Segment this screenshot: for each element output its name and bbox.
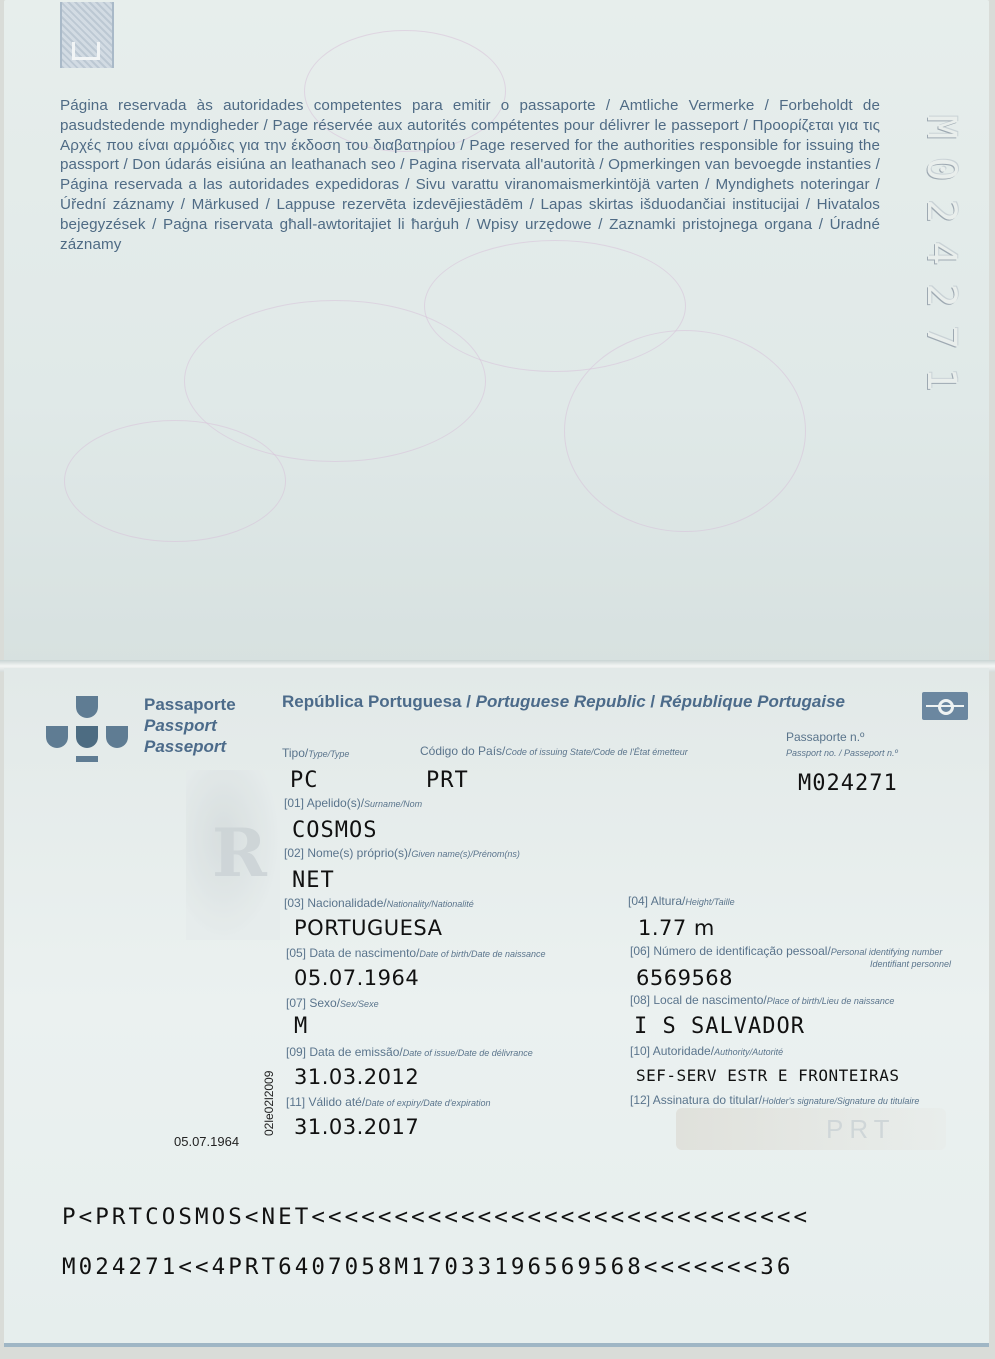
security-emblem: R: [212, 814, 267, 892]
expiry-value: 31.03.2017: [294, 1115, 420, 1139]
republic-pt: República Portuguesa: [282, 692, 462, 711]
type-label: [282, 746, 349, 760]
personal-number-value: 6569568: [636, 966, 734, 990]
given-name-label-italic: Given name(s)/Prénom(ns): [411, 849, 520, 859]
mrz-line-1: P<PRTCOSMOS<NET<<<<<<<<<<<<<<<<<<<<<<<<<<<<<<: [62, 1204, 811, 1230]
sex-label-italic: Sex/Sexe: [340, 999, 379, 1009]
expiry-label-text: [11] Válido até/: [286, 1095, 366, 1109]
country-label: [420, 744, 688, 758]
type-label-italic: Type/Type: [308, 749, 350, 759]
republic-en: Portuguese Republic: [475, 692, 646, 711]
personal-no-label-line2: [870, 956, 951, 970]
country-label-text: Código do País/: [420, 744, 506, 758]
signature-label-italic: Holder's signature/Signature du titulaire: [762, 1096, 920, 1106]
height-label: [628, 894, 735, 908]
passport-no-label-italic-text: Passport no. / Passeport n.º: [786, 748, 898, 758]
perforated-number: M024271: [918, 115, 964, 410]
holder-photo-placeholder: [186, 770, 280, 940]
floral-watermark: [564, 330, 806, 532]
expiry-label-italic: Date of expiry/Date d'expiration: [365, 1098, 491, 1108]
pob-value: I S SALVADOR: [634, 1014, 805, 1039]
sex-label: [286, 996, 379, 1010]
pob-label-text: [08] Local de nascimento/: [630, 993, 767, 1007]
signature-label-text: [12] Assinatura do titular/: [630, 1093, 763, 1107]
surname-label: [284, 796, 422, 810]
nationality-value: PORTUGUESA: [294, 916, 443, 940]
country-label-italic: Code of issuing State/Code de l'État émetteur: [505, 747, 688, 757]
type-label-text: Tipo/: [282, 746, 309, 760]
page-corner-marker: [60, 2, 114, 68]
surname-label-italic: Surname/Nom: [364, 799, 423, 809]
mrz-line-2: M024271<<4PRT6407058M17033196569568<<<<<<<36: [62, 1254, 794, 1280]
heading-separator: /: [461, 692, 476, 711]
height-label-italic: Height/Taille: [685, 897, 735, 907]
ghost-dob: 05.07.1964: [174, 1134, 240, 1149]
nationality-label-italic: Nationality/Nationalité: [386, 899, 474, 909]
pob-label: [630, 993, 894, 1007]
authority-label-text: [10] Autoridade/: [630, 1044, 715, 1058]
brand-pt: Passaporte: [144, 695, 236, 714]
heading-separator: /: [645, 692, 660, 711]
passport-no-label-italic: [786, 745, 898, 759]
passport-no-label: [786, 730, 864, 744]
authority-label: [630, 1044, 783, 1058]
authority-value: SEF-SERV ESTR E FRONTEIRAS: [636, 1066, 900, 1085]
height-label-text: [04] Altura/: [628, 894, 686, 908]
personal-no-label-italic2: Identifiant personnel: [870, 959, 952, 969]
issue-date-label-text: [09] Data de emissão/: [286, 1045, 403, 1059]
dob-value: 05.07.1964: [294, 966, 420, 990]
dob-label-italic: Date of birth/Date de naissance: [419, 949, 546, 959]
republic-fr: République Portugaise: [659, 692, 845, 711]
nationality-label: [284, 896, 474, 910]
authority-label-italic: Authority/Autorité: [714, 1047, 784, 1057]
given-name-label: [284, 846, 520, 860]
signature-label: [630, 1093, 919, 1107]
given-name-label-text: [02] Nome(s) próprio(s)/: [284, 846, 412, 860]
signature-ghost-text: PRT: [826, 1114, 896, 1144]
passport-no-label-text: Passaporte n.º: [786, 730, 865, 744]
sex-label-text: [07] Sexo/: [286, 996, 341, 1010]
marker-glyph-icon: [72, 42, 100, 60]
observations-page: [4, 0, 989, 665]
issue-date-label: [286, 1045, 533, 1059]
authority-reserved-note: Página reservada às autoridades competentes para emitir o passaporte / Amtliche Vermerke / Forbeholdt de pasudstedende myndigheder / Page réservée aux autorités compétentes pour délivrer le passeport / Προορίζεται για τις Αρχές που είναι αρμόδιες για την έκδοση του διαβατηρίου / Page reserved for the authorities responsible for issuing the passport / Don údarás eisiúna an leathanach seo / Pagina riservata all'autorità / Opmerkingen van bevoegde instanties / Página reservada a las autoridades expedidoras / Sivu varattu viranomaismerkintöjä varten / Myndighets noteringar / Úřední záznamy / Märkused / Lappuse rezervēta izdevējiestādēm / Lapas skirtas išduodančiai institucijai / Hivatalos bejegyzések / Paġna riservata għall-awtoritajiet li ħarġuh / Wpisy urzędowe / Zaznamki pristojnega organa / Úradné záznamy: [60, 97, 880, 253]
given-name-value: NET: [292, 868, 335, 893]
country-value: PRT: [426, 768, 469, 793]
dob-label-text: [05] Data de nascimento/: [286, 946, 420, 960]
brand-fr: Passeport: [144, 737, 227, 756]
surname-label-text: [01] Apelido(s)/: [284, 796, 365, 810]
passport-number-value: M024271: [798, 771, 898, 796]
issue-date-value: 31.03.2012: [294, 1065, 420, 1089]
personal-no-label-text: [06] Número de identificação pessoal/: [630, 944, 831, 958]
brand-en: Passport: [144, 716, 217, 735]
pob-label-italic: Place of birth/Lieu de naissance: [766, 996, 895, 1006]
biometric-chip-icon: [922, 692, 968, 720]
nationality-label-text: [03] Nacionalidade/: [284, 896, 387, 910]
floral-watermark: [64, 420, 286, 542]
surname-value: COSMOS: [292, 818, 378, 843]
signature-area: [676, 1108, 946, 1150]
issue-date-label-italic: Date of issue/Date de délivrance: [402, 1048, 533, 1058]
dob-label: [286, 946, 546, 960]
data-page: [4, 668, 989, 1347]
document-title: [144, 694, 236, 757]
sex-value: M: [294, 1014, 309, 1039]
coat-of-arms-icon: [46, 696, 128, 762]
type-value: PC: [290, 768, 319, 793]
issuing-state-heading: [282, 692, 845, 712]
vertical-stamp: 02le02l2009: [262, 1070, 276, 1136]
expiry-label: [286, 1095, 490, 1109]
height-value: 1.77 m: [638, 916, 715, 940]
personal-no-label-italic: Personal identifying number: [830, 947, 943, 957]
